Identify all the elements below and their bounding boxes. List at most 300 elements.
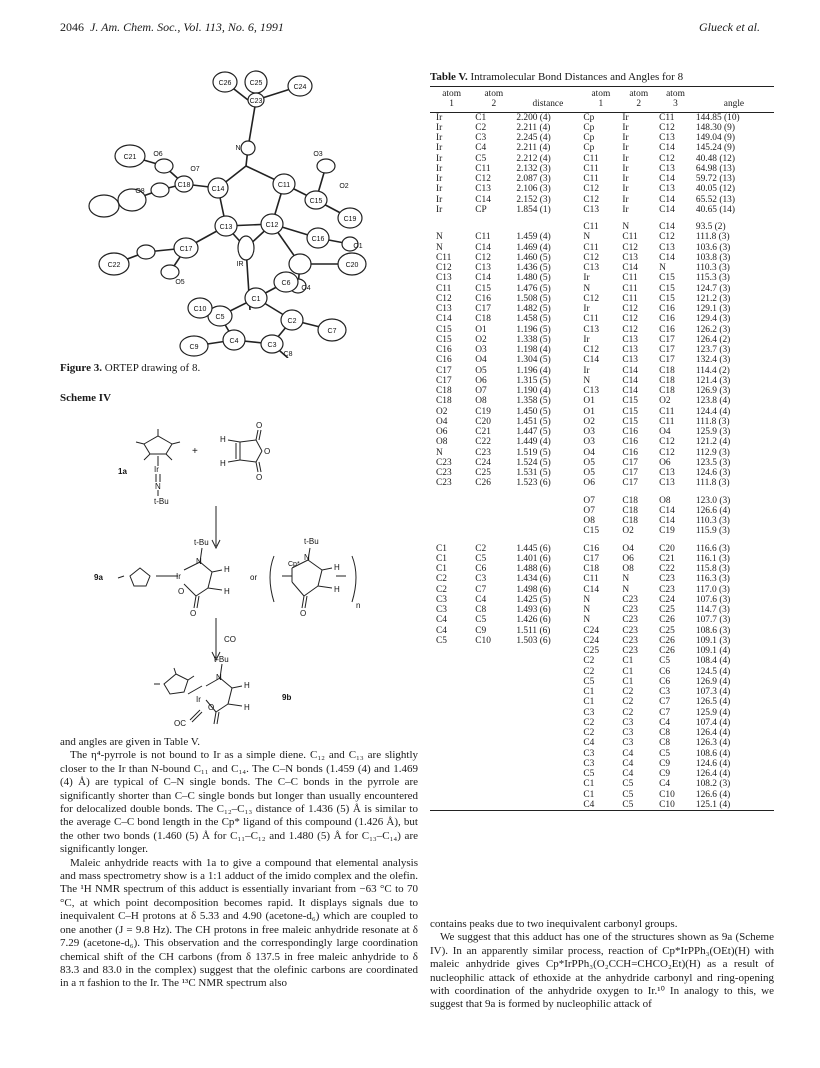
table-cell: C17 bbox=[622, 478, 638, 489]
table-cell: C15 bbox=[622, 416, 638, 427]
table-cell bbox=[514, 646, 581, 656]
table-row bbox=[430, 273, 774, 283]
table-cell: Ir bbox=[583, 365, 590, 376]
table-cell bbox=[430, 769, 473, 779]
table-cell: C12 bbox=[659, 122, 675, 133]
table-cell: Ir bbox=[622, 204, 629, 215]
table-cell: C11 bbox=[659, 112, 675, 123]
table-cell: 126.6 (4) bbox=[695, 505, 731, 516]
table-cell: C18 bbox=[475, 314, 491, 325]
table-title bbox=[430, 71, 774, 83]
table-row bbox=[430, 554, 774, 564]
table-cell: 1.358 (5) bbox=[516, 396, 551, 407]
table-cell: C2 bbox=[583, 728, 595, 738]
table-cell: C25 bbox=[475, 468, 491, 478]
scheme-plus: + bbox=[192, 446, 198, 457]
table-cell: C11 bbox=[583, 314, 599, 325]
table-title-label: Table V. bbox=[430, 71, 468, 83]
table-cell: O2 bbox=[475, 334, 487, 345]
table-cell: 1.508 (5) bbox=[516, 293, 551, 304]
table-cell: 1.488 (6) bbox=[516, 564, 551, 574]
table-cell bbox=[473, 779, 514, 789]
table-cell: Ir bbox=[436, 194, 443, 205]
table-cell: C12 bbox=[436, 293, 452, 304]
table-cell: Ir bbox=[622, 133, 629, 143]
table-cell: C4 bbox=[583, 738, 595, 749]
table-cell: C12 bbox=[475, 174, 491, 184]
table-cell: 40.48 (12) bbox=[695, 153, 735, 164]
table-cell: C11 bbox=[622, 283, 638, 294]
table-cell bbox=[430, 697, 473, 707]
scheme-9a-alt-h1: H bbox=[334, 563, 340, 572]
atom-label-c19: C19 bbox=[343, 216, 357, 223]
table-cell: Ir bbox=[583, 304, 590, 314]
col-head-2: 2 bbox=[473, 99, 514, 112]
table-cell: C14 bbox=[583, 355, 600, 366]
table-cell: C13 bbox=[583, 263, 600, 273]
table-row bbox=[430, 253, 774, 263]
table-cell: C1 bbox=[475, 112, 487, 123]
table-cell: 107.3 (4) bbox=[695, 687, 731, 697]
table-spacer bbox=[430, 489, 774, 496]
table-cell: C17 bbox=[659, 355, 675, 366]
table-cell: C15 bbox=[659, 293, 675, 304]
table-cell bbox=[473, 656, 514, 666]
atom-label-c9: C9 bbox=[189, 344, 199, 351]
table-cell: C14 bbox=[583, 584, 600, 595]
table-cell: C17 bbox=[475, 304, 491, 314]
table-cell: 103.6 (3) bbox=[695, 242, 731, 253]
table-row bbox=[430, 564, 774, 574]
table-cell bbox=[473, 667, 514, 677]
table-cell: C13 bbox=[659, 163, 675, 174]
table-cell: 110.3 (3) bbox=[695, 263, 730, 273]
scheme-label-1a: 1a bbox=[118, 467, 127, 476]
col-head-atom1: atom bbox=[430, 87, 473, 100]
col-head-2b: 2 bbox=[620, 99, 657, 112]
table-row bbox=[430, 417, 774, 427]
table-cell: C12 bbox=[622, 324, 638, 335]
table-row bbox=[430, 667, 774, 677]
scheme-ma-o-ring: O bbox=[264, 447, 271, 456]
table-cell: Cp bbox=[583, 133, 595, 143]
table-cell: C1 bbox=[583, 687, 595, 697]
table-cell: C2 bbox=[583, 666, 595, 677]
table-cell: Ir bbox=[436, 204, 443, 215]
table-cell: C18 bbox=[436, 396, 452, 407]
table-cell bbox=[514, 506, 581, 516]
table-row bbox=[430, 123, 774, 133]
table-cell: Ir bbox=[622, 112, 629, 123]
table-cell: C16 bbox=[436, 355, 452, 366]
table-cell: C11 bbox=[583, 222, 599, 232]
table-cell bbox=[473, 769, 514, 779]
scheme-9b-h2: H bbox=[244, 703, 250, 712]
table-cell: C25 bbox=[659, 605, 675, 615]
table-cell: C14 bbox=[436, 314, 452, 325]
table-cell: 1.449 (4) bbox=[516, 437, 551, 448]
table-cell bbox=[430, 222, 473, 232]
table-row bbox=[430, 396, 774, 406]
table-cell: C12 bbox=[659, 232, 675, 243]
table-spacer bbox=[430, 215, 774, 222]
table-row bbox=[430, 759, 774, 769]
table-cell: C13 bbox=[622, 345, 638, 355]
table-cell: 1.476 (5) bbox=[516, 283, 551, 294]
table-cell: 1.480 (5) bbox=[516, 273, 551, 284]
table-row bbox=[430, 195, 774, 205]
table-cell: 116.1 (3) bbox=[695, 553, 730, 564]
table-title-text: Intramolecular Bond Distances and Angles for 8 bbox=[470, 71, 684, 83]
table-cell: 1.451 (5) bbox=[516, 416, 551, 427]
table-cell: 115.8 (3) bbox=[695, 564, 730, 574]
table-cell: 129.1 (3) bbox=[695, 304, 731, 314]
table-cell bbox=[430, 687, 473, 697]
table-cell: Ir bbox=[583, 334, 590, 345]
table-row bbox=[430, 677, 774, 687]
table-cell bbox=[514, 516, 581, 526]
table-cell: 110.3 (3) bbox=[695, 516, 730, 526]
table-cell: N bbox=[583, 594, 591, 605]
table-cell: C14 bbox=[622, 365, 638, 376]
table-cell bbox=[473, 526, 514, 536]
table-cell bbox=[473, 708, 514, 718]
table-cell: C18 bbox=[622, 516, 638, 526]
table-cell: C23 bbox=[622, 605, 638, 615]
table-cell: C23 bbox=[622, 615, 638, 626]
table-cell: Ir bbox=[622, 163, 629, 174]
table-cell bbox=[430, 646, 473, 656]
table-cell: C3 bbox=[436, 594, 447, 605]
table-row bbox=[430, 769, 774, 779]
table-cell: O6 bbox=[475, 375, 487, 386]
table-cell: C5 bbox=[659, 656, 671, 667]
table-cell: C13 bbox=[659, 133, 675, 143]
table-cell: N bbox=[659, 263, 666, 273]
table-row bbox=[430, 779, 774, 789]
scheme-1a-tbu: t-Bu bbox=[154, 497, 169, 506]
table-cell: 1.469 (4) bbox=[516, 242, 551, 253]
table-cell: N bbox=[436, 232, 443, 243]
table-cell: O4 bbox=[475, 355, 487, 366]
table-cell: 1.304 (5) bbox=[516, 355, 551, 366]
table-cell: 1.458 (5) bbox=[516, 314, 551, 325]
table-cell bbox=[514, 790, 581, 800]
table-cell: 1.425 (5) bbox=[516, 594, 551, 605]
scheme-9a-alt-tbu: t-Bu bbox=[304, 537, 319, 546]
table-cell: O1 bbox=[583, 406, 595, 417]
table-cell: C13 bbox=[475, 263, 491, 273]
table-cell: C11 bbox=[583, 174, 599, 184]
table-cell: 126.5 (4) bbox=[695, 697, 731, 708]
table-cell: C3 bbox=[475, 133, 487, 143]
table-row bbox=[430, 697, 774, 707]
table-cell bbox=[514, 656, 581, 666]
table-cell: 121.2 (4) bbox=[695, 437, 731, 448]
table-cell: C4 bbox=[475, 594, 487, 605]
table-cell: Ir bbox=[436, 133, 443, 143]
journal-citation: J. Am. Chem. Soc., Vol. 113, No. 6, 1991 bbox=[90, 20, 284, 34]
table-cell: C17 bbox=[436, 375, 452, 386]
table-cell bbox=[473, 728, 514, 738]
scheme-9a-alt-n: N bbox=[304, 553, 310, 562]
table-cell: C11 bbox=[583, 163, 599, 174]
col-head-1b: 1 bbox=[581, 99, 620, 112]
table-cell: O6 bbox=[583, 478, 595, 489]
table-cell: C24 bbox=[583, 625, 600, 636]
table-cell: 126.4 (2) bbox=[695, 334, 731, 345]
table-cell: C3 bbox=[622, 738, 634, 749]
table-cell: 114.4 (2) bbox=[695, 365, 730, 376]
table-cell: 124.7 (3) bbox=[695, 283, 731, 294]
table-cell: O6 bbox=[622, 553, 634, 564]
table-cell: 2.132 (3) bbox=[516, 163, 551, 174]
scheme-9a-alt-h2: H bbox=[334, 585, 340, 594]
table-cell bbox=[430, 526, 473, 536]
table-cell: C10 bbox=[659, 789, 675, 800]
col-head-atom3: atom bbox=[581, 87, 620, 100]
atom-label-c2: C2 bbox=[287, 318, 297, 325]
table-row bbox=[430, 656, 774, 666]
table-cell bbox=[514, 667, 581, 677]
table-cell: 124.6 (3) bbox=[695, 468, 731, 478]
atom-label-c6: C6 bbox=[281, 280, 291, 287]
table-cell: C13 bbox=[659, 478, 675, 489]
table-cell: 126.4 (4) bbox=[695, 769, 731, 779]
table-cell: Ir bbox=[436, 153, 443, 164]
table-cell: O7 bbox=[475, 386, 487, 396]
table-row bbox=[430, 585, 774, 595]
table-cell: N bbox=[583, 232, 591, 243]
table-cell bbox=[473, 677, 514, 687]
table-cell: C12 bbox=[475, 252, 491, 263]
table-cell: C11 bbox=[436, 283, 452, 294]
table-cell: 1.434 (6) bbox=[516, 574, 551, 585]
table-cell: 1.447 (5) bbox=[516, 427, 551, 437]
table-cell: C3 bbox=[475, 574, 487, 585]
figure-caption-label: Figure 3. bbox=[60, 362, 102, 374]
table-cell: C23 bbox=[622, 635, 638, 646]
table-cell: C8 bbox=[475, 605, 487, 615]
table-cell: C11 bbox=[622, 273, 638, 284]
table-cell: Ir bbox=[436, 122, 443, 133]
table-cell: C11 bbox=[436, 252, 452, 263]
table-cell: 126.6 (4) bbox=[695, 789, 731, 800]
table-cell: C18 bbox=[583, 564, 600, 574]
table-cell: C2 bbox=[583, 656, 595, 667]
table-cell: 108.6 (3) bbox=[695, 625, 731, 636]
table-cell: C5 bbox=[475, 615, 487, 626]
table-cell: 108.2 (3) bbox=[695, 779, 731, 790]
table-cell: 1.315 (5) bbox=[516, 375, 551, 386]
table-cell: C3 bbox=[622, 717, 634, 728]
table-cell: C4 bbox=[659, 779, 671, 790]
scheme-9a-n: N bbox=[196, 557, 202, 566]
table-row bbox=[430, 243, 774, 253]
table-cell: O5 bbox=[475, 365, 487, 376]
table-cell: 109.1 (3) bbox=[695, 635, 731, 646]
table-cell: N bbox=[583, 375, 591, 386]
table-cell: 103.8 (3) bbox=[695, 252, 731, 263]
scheme-9b-ir: Ir bbox=[196, 695, 201, 704]
table-cell bbox=[473, 759, 514, 769]
table-row bbox=[430, 468, 774, 478]
table-cell: C1 bbox=[622, 666, 634, 677]
table-row bbox=[430, 154, 774, 164]
table-cell bbox=[473, 496, 514, 506]
table-cell: C13 bbox=[622, 252, 638, 263]
body-text-right bbox=[430, 918, 774, 1012]
table-cell: C14 bbox=[475, 273, 491, 284]
table-cell: C12 bbox=[583, 194, 600, 205]
table-row bbox=[430, 749, 774, 759]
atom-label-ir: IR bbox=[236, 261, 244, 268]
scheme-label-9b: 9b bbox=[282, 693, 292, 702]
table-cell: 111.8 (3) bbox=[695, 478, 730, 489]
table-cell: 1.445 (6) bbox=[516, 543, 551, 554]
table-cell: C4 bbox=[622, 769, 634, 779]
table-cell bbox=[430, 516, 473, 526]
table-cell: C1 bbox=[583, 779, 595, 790]
table-cell: 124.6 (4) bbox=[695, 758, 731, 769]
table-cell: C1 bbox=[436, 553, 447, 564]
table-cell: C18 bbox=[659, 365, 675, 376]
table-cell: C2 bbox=[583, 717, 595, 728]
table-row bbox=[430, 427, 774, 437]
table-cell: 2.245 (4) bbox=[516, 133, 551, 143]
table-cell: C11 bbox=[583, 574, 599, 585]
table-cell: Ir bbox=[436, 163, 443, 174]
table-cell: C16 bbox=[475, 293, 491, 304]
table-cell: C23 bbox=[436, 457, 452, 468]
table-cell bbox=[514, 779, 581, 789]
table-cell: C17 bbox=[659, 334, 675, 345]
table-cell: Ir bbox=[622, 184, 629, 195]
body-text-left bbox=[60, 736, 418, 991]
table-row bbox=[430, 164, 774, 174]
table-cell: O8 bbox=[659, 495, 671, 506]
table-cell: O6 bbox=[436, 427, 448, 437]
table-cell: Ir bbox=[436, 174, 443, 184]
table-cell bbox=[473, 506, 514, 516]
table-cell: C11 bbox=[659, 406, 675, 417]
table-cell: C13 bbox=[583, 204, 600, 215]
table-cell: N bbox=[622, 222, 630, 232]
table-row bbox=[430, 345, 774, 355]
table-cell: C14 bbox=[659, 143, 675, 154]
table-cell: C7 bbox=[659, 707, 671, 718]
atom-label-c7: C7 bbox=[327, 328, 337, 335]
table-cell: 40.05 (12) bbox=[695, 184, 735, 195]
table-cell: C11 bbox=[583, 242, 599, 253]
table-row bbox=[430, 718, 774, 728]
table-cell: C13 bbox=[659, 184, 675, 195]
table-cell: C4 bbox=[622, 748, 634, 759]
atom-label-c17: C17 bbox=[179, 246, 193, 253]
table-cell: C4 bbox=[436, 625, 447, 636]
body-right-para-1: contains peaks due to two inequivalent carbonyl groups. bbox=[430, 918, 678, 930]
table-cell bbox=[473, 800, 514, 811]
table-cell: 1.524 (5) bbox=[516, 457, 551, 468]
scheme-9a-o-exo: O bbox=[190, 609, 197, 618]
table-cell: C6 bbox=[475, 564, 487, 574]
table-row bbox=[430, 615, 774, 625]
table-cell: C4 bbox=[475, 143, 487, 154]
table-cell: O1 bbox=[475, 324, 487, 335]
table-cell: Ir bbox=[436, 112, 443, 123]
table-cell: C2 bbox=[475, 543, 487, 554]
table-cell bbox=[430, 718, 473, 728]
col-head-1: 1 bbox=[430, 99, 473, 112]
table-cell: 1.338 (5) bbox=[516, 334, 551, 345]
table-cell: Ir bbox=[622, 174, 629, 184]
table-row bbox=[430, 184, 774, 194]
bond-table-body bbox=[430, 112, 774, 811]
table-cell bbox=[473, 718, 514, 728]
table-cell: C7 bbox=[659, 697, 671, 708]
table-cell: C10 bbox=[475, 635, 491, 646]
table-cell: C4 bbox=[436, 615, 447, 626]
table-cell: 2.211 (4) bbox=[516, 122, 551, 133]
table-cell: O2 bbox=[436, 406, 448, 417]
table-cell: N bbox=[622, 574, 630, 585]
scheme-9b-tbu: t-Bu bbox=[214, 655, 229, 664]
table-cell: 126.9 (3) bbox=[695, 386, 731, 396]
table-cell: O7 bbox=[583, 495, 595, 506]
table-cell: C24 bbox=[659, 594, 675, 605]
table-cell: 59.72 (13) bbox=[695, 174, 735, 184]
table-cell: O4 bbox=[583, 447, 595, 458]
atom-label-c3: C3 bbox=[267, 342, 277, 349]
table-row bbox=[430, 437, 774, 447]
table-row bbox=[430, 544, 774, 554]
table-cell bbox=[473, 516, 514, 526]
table-cell: C17 bbox=[622, 457, 638, 468]
table-cell: 121.4 (3) bbox=[695, 375, 731, 386]
table-cell: 107.7 (3) bbox=[695, 615, 731, 626]
table-cell: 126.3 (4) bbox=[695, 738, 731, 749]
table-cell: C14 bbox=[659, 194, 675, 205]
table-row bbox=[430, 800, 774, 811]
table-cell: Ir bbox=[622, 143, 629, 154]
atom-label-c8: C8 bbox=[283, 351, 293, 358]
table-cell: C14 bbox=[622, 263, 638, 273]
table-cell: C20 bbox=[475, 416, 491, 427]
table-cell: C9 bbox=[475, 625, 487, 636]
table-row bbox=[430, 526, 774, 536]
table-cell bbox=[514, 718, 581, 728]
table-cell: O7 bbox=[583, 505, 595, 516]
table-cell bbox=[514, 738, 581, 748]
table-cell: 40.65 (14) bbox=[695, 204, 735, 215]
table-cell: C21 bbox=[475, 427, 491, 437]
atom-label-c13: C13 bbox=[219, 224, 233, 231]
scheme-1a-n: N bbox=[155, 482, 161, 491]
table-cell: 1.519 (5) bbox=[516, 447, 551, 458]
table-cell: 1.498 (6) bbox=[516, 584, 551, 595]
table-row bbox=[430, 646, 774, 656]
scheme-title: Scheme IV bbox=[60, 392, 112, 404]
table-cell: C18 bbox=[622, 495, 638, 506]
table-cell: C4 bbox=[622, 758, 634, 769]
table-cell: C13 bbox=[659, 242, 675, 253]
table-cell: C13 bbox=[436, 273, 452, 284]
table-cell: 111.8 (3) bbox=[695, 232, 730, 243]
scheme-ma-o-top: O bbox=[256, 421, 263, 430]
table-cell: C16 bbox=[622, 447, 638, 458]
table-cell bbox=[514, 677, 581, 687]
table-cell: O8 bbox=[436, 437, 448, 448]
